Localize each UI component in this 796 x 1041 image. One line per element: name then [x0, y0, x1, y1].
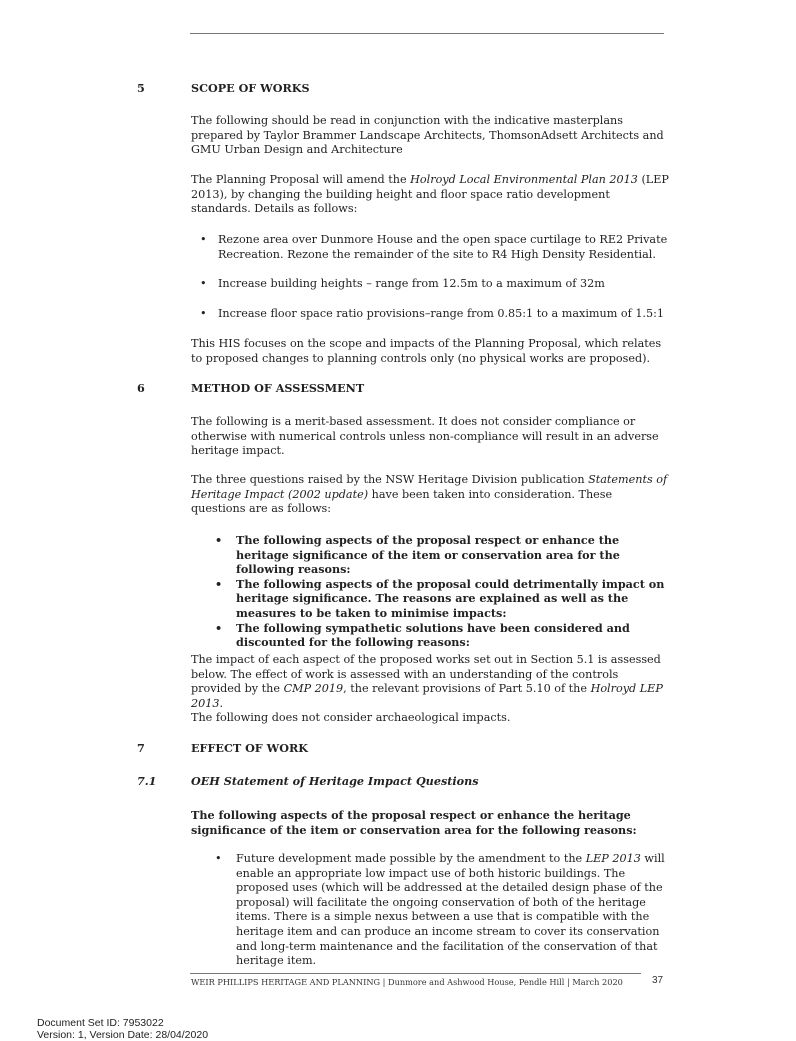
scope-bullet-list — [200, 277, 670, 292]
section-7-heading: EFFECT OF WORK — [191, 741, 308, 755]
lep-reference: LEP 2013 — [585, 852, 641, 865]
section-7-number: 7 — [137, 741, 145, 755]
lep-title: Holroyd Local Environmental Plan 2013 — [410, 173, 638, 186]
method-question-list — [215, 533, 665, 650]
footer-text: WEIR PHILLIPS HERITAGE AND PLANNING | Dunmore and Ashwood House, Pendle Hill | March 2020 — [191, 977, 623, 987]
document-set-id: Document Set ID: 7953022 — [37, 1017, 164, 1029]
publication-title: Statements of Heritage Impact (2002 update) — [191, 473, 668, 501]
scope-paragraph-1: The following should be read in conjunction with the indicative masterplans prepared by Taylor Brammer Landscape Architects, ThomsonAdsett Architects and GMU Urban Design and Architecture — [191, 114, 664, 157]
method-paragraph-4: The following does not consider archaeological impacts. — [191, 711, 511, 724]
section-6-number: 6 — [137, 381, 145, 395]
page-number: 37 — [652, 975, 664, 986]
section-7-1-heading: OEH Statement of Heritage Impact Questions — [191, 774, 479, 788]
cmp-title: CMP 2019 — [283, 682, 344, 696]
section-5-number: 5 — [137, 81, 145, 95]
section-5-heading: SCOPE OF WORKS — [191, 81, 310, 95]
header-rule — [190, 33, 664, 34]
list-item: • The following aspects of the proposal respect or enhance the heritage significance of the item or conservation area for the following reasons: — [215, 533, 665, 577]
section-6-heading: METHOD OF ASSESSMENT — [191, 381, 365, 395]
list-item: • Future development made possible by the amendment to the LEP 2013 will enable an appropriate low impact use of both historic buildings. The proposed uses (which will be addressed at the detailed design phase of the proposal) will facilitate the ongoing conservation of both of the heritage items. There is a simple nexus between a use that is compatible with the heritage item and can produce an income stream to cover its conservation and long-term maintenance and the facilitation of the conservation of that heritage item. — [215, 852, 665, 969]
list-item: • The following sympathetic solutions have been considered and discounted for the following reasons: — [215, 621, 665, 650]
list-item: • Rezone area over Dunmore House and the open space curtilage to RE2 Private Recreation. Rezone the remainder of the site to R4 High Density Residential. — [200, 233, 670, 262]
list-item: • Increase building heights – range from 12.5m to a maximum of 32m — [200, 277, 670, 292]
scope-bullet-list — [200, 307, 670, 322]
scope-bullet-list — [200, 233, 670, 262]
section-7-1-number: 7.1 — [137, 774, 157, 788]
list-item: • The following aspects of the proposal could detrimentally impact on heritage significance. The reasons are explained as well as the measures to be taken to minimise impacts: — [215, 577, 665, 621]
footer-rule — [190, 973, 641, 974]
scope-paragraph-2: The Planning Proposal will amend the Holroyd Local Environmental Plan 2013 (LEP 2013), by changing the building height and floor space ratio development standards. Details as follows: — [191, 173, 669, 216]
document-version: Version: 1, Version Date: 28/04/2020 — [37, 1029, 209, 1041]
list-item: • Increase floor space ratio provisions–range from 0.85:1 to a maximum of 1.5:1 — [200, 307, 670, 322]
lep-reference: Holroyd LEP 2013 — [191, 682, 663, 710]
effect-bullet-list — [215, 852, 665, 969]
effect-lead-question: The following aspects of the proposal respect or enhance the heritage significance of the item or conservation area for the following reasons: — [191, 808, 637, 837]
method-paragraph-2: The three questions raised by the NSW Heritage Division publication Statements of Heritage Impact (2002 update) have been taken into consideration. These questions are as follows: — [191, 473, 668, 516]
document-set-stamp — [37, 1017, 208, 1041]
method-paragraph-3: The impact of each aspect of the proposed works set out in Section 5.1 is assessed below. The effect of work is assessed with an understanding of the controls provided by the CMP 2019, the relevant provisions of Part 5.10 of the Holroyd LEP 2013. — [191, 653, 663, 710]
scope-paragraph-3: This HIS focuses on the scope and impacts of the Planning Proposal, which relates to proposed changes to planning controls only (no physical works are proposed). — [191, 337, 662, 365]
method-paragraph-1: The following is a merit-based assessment. It does not consider compliance or otherwise with numerical controls unless non-compliance will result in an adverse heritage impact. — [191, 415, 659, 458]
